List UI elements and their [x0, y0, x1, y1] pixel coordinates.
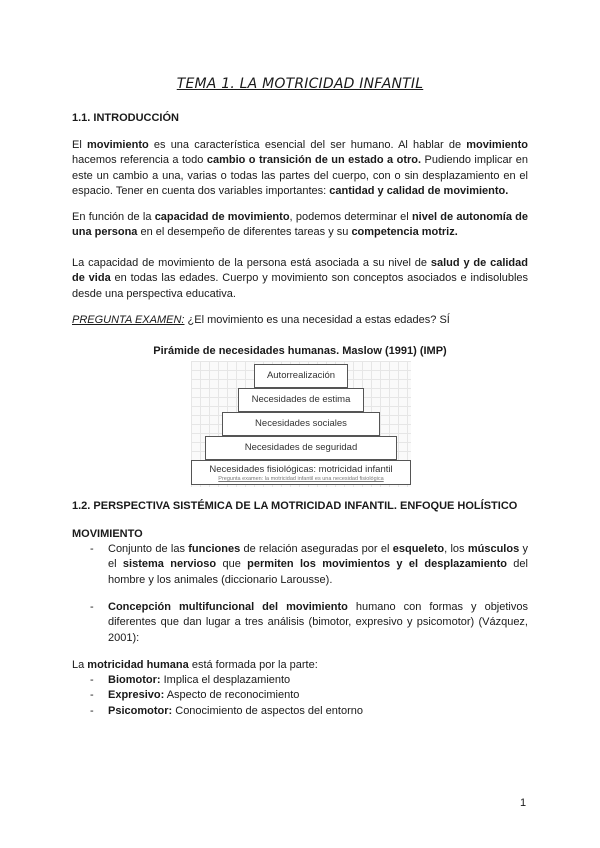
subheading-movimiento: MOVIMIENTO	[72, 528, 143, 540]
figure-caption: Pirámide de necesidades humanas. Maslow (1991) (IMP)	[153, 345, 447, 357]
exam-question-text: ¿El movimiento es una necesidad a estas edades? SÍ	[184, 314, 450, 326]
paragraph-capacidad: En función de la capacidad de movimiento, podemos determinar el nivel de autonomía de una persona en el desempeño de diferentes tareas y su competencia motriz.	[72, 211, 529, 239]
list-item: - Psicomotor: Conocimiento de aspectos del entorno	[90, 704, 363, 717]
page-number: 1	[520, 797, 527, 809]
pyramid-level-sociales: Necesidades sociales	[222, 412, 380, 436]
paragraph-movimiento: El movimiento es una característica esencial del ser humano. Al hablar de movimiento hacemos referencia a todo cambio o transición de un estado a otro. Pudiendo implicar en este un cambio a una, varias o todas las partes del cuerpo, con o sin desplazamiento en el espacio. Tener en cuenta dos variables importantes: cantidad y calidad de movimiento.	[72, 139, 528, 198]
page-title: TEMA 1. LA MOTRICIDAD INFANTIL	[176, 76, 424, 92]
list-item: - Conjunto de las funciones de relación aseguradas por el esqueleto, los músculos y el sistema nervioso que permiten los movimientos y el desplazamiento del hombre y los animales (diccionario Larousse).	[90, 543, 529, 586]
movimiento-bullet-list-1	[72, 542, 528, 588]
exam-question-label: PREGUNTA EXAMEN:	[72, 314, 185, 326]
pyramid-level-autorrealizacion: Autorrealización	[254, 364, 348, 388]
bullet-text-concepcion: Concepción multifuncional del movimiento humano con formas y objetivos diferentes que dan lugar a tres análisis (bimotor, expresivo y psicomotor) (Vázquez, 2001):	[108, 601, 528, 644]
pyramid-level-fisiologicas-label: Necesidades fisiológicas: motricidad infantil	[209, 464, 393, 475]
paragraph-salud: La capacidad de movimiento de la persona está asociada a su nivel de salud y de calidad de vida en todas las edades. Cuerpo y movimiento son conceptos asociados e indisolubles desde una perspectiva educativa.	[72, 257, 529, 300]
movimiento-bullet-list-2	[72, 600, 528, 646]
pyramid-note: Pregunta examen: la motricidad infantil es una necesidad fisiológica	[218, 476, 384, 482]
section-heading-perspectiva: 1.2. PERSPECTIVA SISTÉMICA DE LA MOTRICIDAD INFANTIL. ENFOQUE HOLÍSTICO	[72, 500, 518, 512]
list-item: - Biomotor: Implica el desplazamiento	[90, 674, 291, 686]
maslow-pyramid	[191, 361, 411, 487]
pyramid-level-fisiologicas	[191, 460, 411, 485]
pyramid-level-estima: Necesidades de estima	[238, 388, 364, 412]
section-heading-introduccion: 1.1. INTRODUCCIÓN	[72, 112, 179, 124]
motricidad-parts-list	[72, 673, 528, 719]
bullet-text-funciones: Conjunto de las funciones de relación aseguradas por el esqueleto, los músculos y el sistema nervioso que permiten los movimientos y el desplazamiento del hombre y los animales (diccionario Larousse).	[108, 543, 529, 586]
exam-question	[72, 314, 450, 326]
pyramid-level-seguridad: Necesidades de seguridad	[205, 436, 397, 460]
paragraph-motricidad-humana: La motricidad humana está formada por la parte:	[72, 659, 318, 671]
list-item: - Expresivo: Aspecto de reconocimiento	[90, 689, 300, 702]
list-item: - Concepción multifuncional del movimiento humano con formas y objetivos diferentes que dan lugar a tres análisis (bimotor, expresivo y psicomotor) (Vázquez, 2001):	[90, 601, 528, 644]
